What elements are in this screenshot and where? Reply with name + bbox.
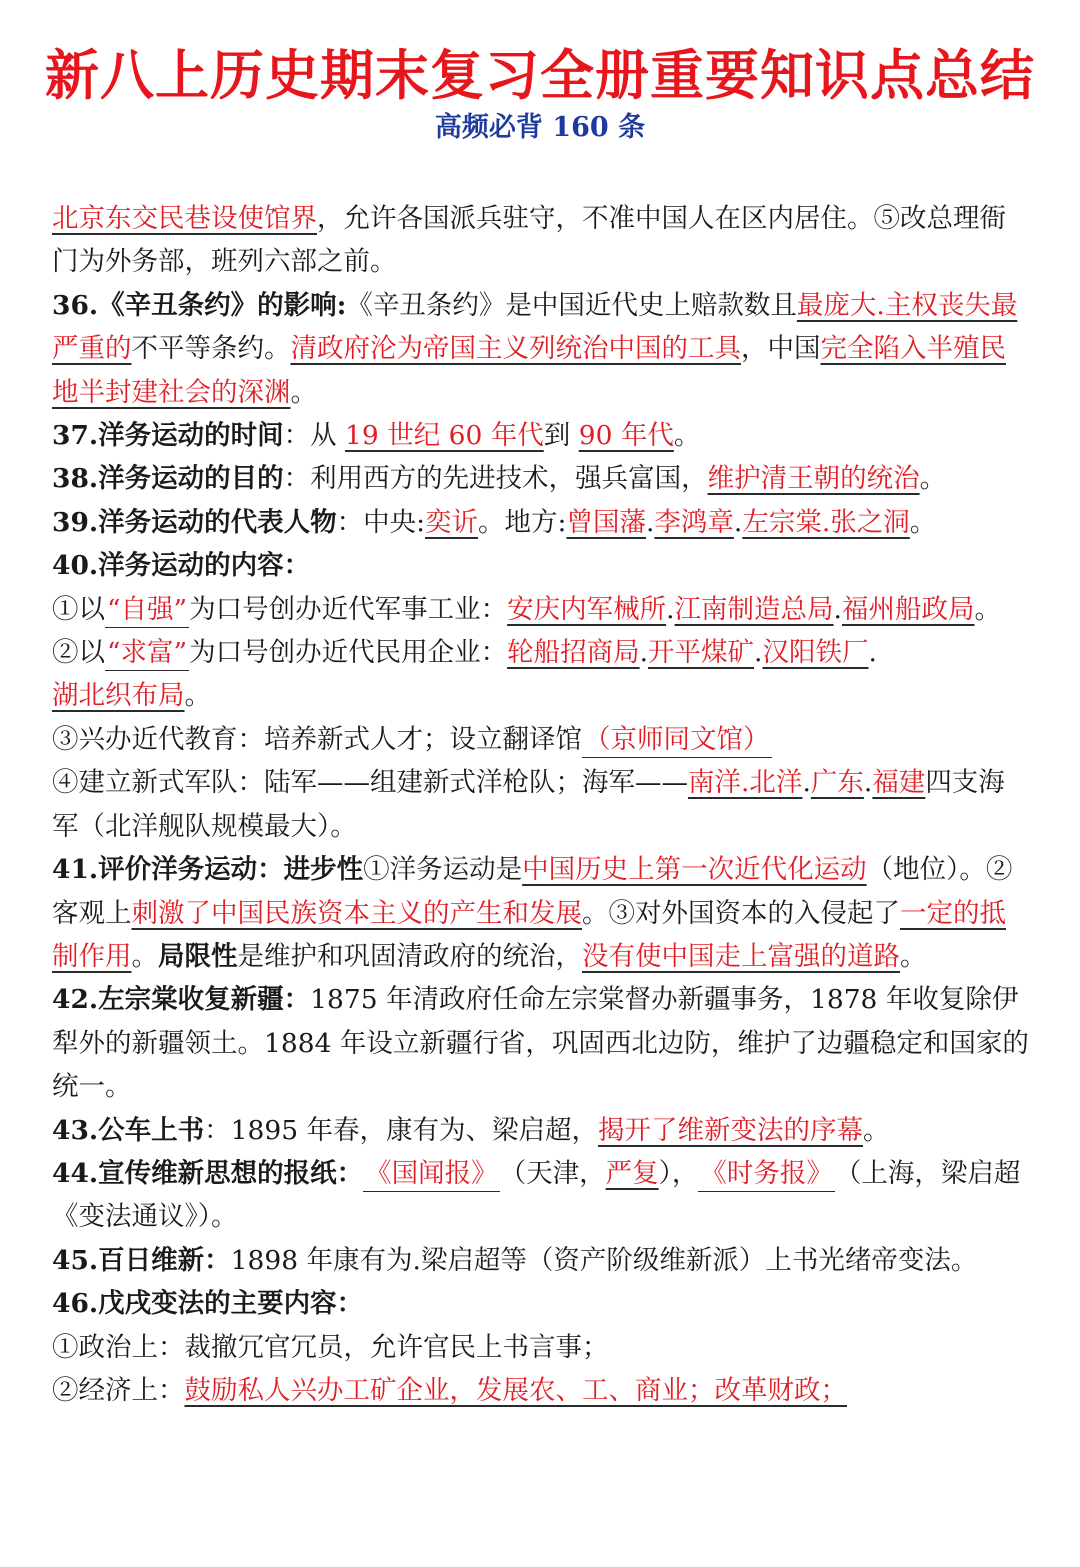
body-text: 。: [290, 376, 317, 408]
body-text: ①以: [52, 593, 105, 625]
paragraph-41: [52, 848, 1030, 978]
paragraph-38: [52, 457, 1030, 500]
body-text: （上海，梁启超《变法通议》）。: [52, 1157, 1021, 1233]
body-text: 。: [900, 940, 927, 972]
highlight-text: 奕䜣: [425, 506, 479, 538]
item-heading: 41.评价洋务运动：进步性: [52, 854, 364, 886]
paragraph-44: [52, 1152, 1030, 1239]
paragraph-40-point-4: [52, 761, 1030, 848]
body-text: ②经济上：: [52, 1374, 185, 1406]
body-text: 。: [909, 506, 937, 538]
separator-dot: .: [639, 637, 649, 669]
paragraph-40-point-1: [52, 588, 1030, 631]
body-text: ④建立新式军队：陆军——组建新式洋枪队；海军——: [52, 767, 688, 799]
body-text: 为口号创办近代民用企业：: [189, 637, 508, 669]
paragraph-45: [52, 1239, 1030, 1282]
highlight-text: 清政府沦为帝国主义列统治中国的工具: [290, 333, 741, 365]
fill-blank-answer: “求富”: [105, 636, 189, 671]
body-text: 。: [184, 680, 211, 712]
body-text: 为口号创办近代军事工业：: [189, 593, 508, 625]
body-text: 四支海军（北洋舰队规模最大）。: [52, 767, 1005, 842]
paragraph-46: [52, 1282, 1030, 1325]
body-text: 1875 年清政府任命左宗棠督办新疆事务，1878 年收复除伊犁外的新疆领土。1884 年设立新疆行省，巩固西北边防，维护了边疆稳定和国家的统一。: [52, 984, 1029, 1103]
highlight-text: 90 年代: [578, 420, 674, 452]
body-text: 。③对外国资本的入侵起了: [582, 897, 900, 929]
item-heading: 37.洋务运动的时间: [52, 420, 284, 452]
body-text: ：1895 年春，康有为、梁启超，: [204, 1114, 598, 1146]
body-text: 1898 年康有为.梁启超等（资产阶级维新派）上书光绪帝变法。: [230, 1244, 978, 1276]
item-heading: 45.百日维新：: [52, 1244, 231, 1276]
highlight-text: 中国历史上第一次近代化运动: [522, 854, 867, 886]
fill-blank-answer: 《国闻报》: [363, 1157, 500, 1192]
separator-dot: .: [666, 593, 675, 625]
body-text: （地位）。②客观上: [52, 854, 1013, 929]
highlight-text: 李鸿章: [654, 506, 734, 538]
separator-dot: .: [733, 506, 743, 538]
paragraph-37: [52, 414, 1030, 457]
highlight-text: 开平煤矿: [648, 637, 755, 669]
body-text: （天津，: [499, 1157, 606, 1189]
body-text: 。: [862, 1114, 890, 1146]
paragraph-40-point-2: [52, 631, 1030, 718]
paragraph-42: [52, 978, 1030, 1108]
item-heading: 38.洋务运动的目的: [52, 463, 284, 495]
highlight-text: 刺激了中国民族资本主义的产生和发展: [131, 897, 582, 929]
highlight-text: 没有使中国走上富强的道路: [582, 940, 900, 972]
highlight-text: 鼓励私人兴办工矿企业，发展农、工、商业；改革财政；: [184, 1374, 847, 1406]
highlight-text: 一定的抵制作用: [52, 897, 1006, 972]
paragraph-46-point-1: [52, 1326, 1030, 1369]
body-text: 。: [673, 420, 701, 452]
fill-blank-answer: 《时务报》: [698, 1157, 835, 1192]
highlight-text: 南洋.北洋: [688, 767, 803, 799]
body-text: 《辛丑条约》是中国近代史上赔款数且: [346, 289, 797, 321]
notes-body: [52, 197, 1030, 1412]
highlight-text: 维护清王朝的统治: [707, 463, 920, 495]
highlight-text: 19 世纪 60 年代: [345, 420, 544, 452]
page-subtitle: 高频必背 160 条: [434, 112, 646, 143]
highlight-text: 曾国藩: [566, 506, 646, 538]
paragraph-36: [52, 284, 1030, 414]
highlight-text: 广东: [810, 767, 864, 799]
body-text: 到: [543, 420, 579, 452]
separator-dot: .: [802, 767, 811, 799]
body-text: ：从: [283, 420, 346, 452]
separator-dot: .: [645, 506, 655, 538]
body-text: 。地方:: [478, 506, 567, 538]
body-text: ②以: [52, 637, 105, 669]
separator-dot: .: [754, 637, 763, 669]
item-heading: 40.洋务运动的内容：: [52, 550, 311, 582]
highlight-text: 汉阳铁厂: [762, 637, 869, 669]
highlight-text: 揭开了维新变法的序幕: [597, 1114, 863, 1146]
body-text: ，允许各国派兵驻守，不准中国人在区内居住。⑤改总理衙门为外务部，班列六部之前。: [52, 203, 1006, 278]
item-heading: 36.《辛丑条约》的影响:: [52, 289, 347, 321]
body-text: 不平等条约。: [131, 333, 291, 365]
paragraph-46-point-2: [52, 1369, 1030, 1412]
highlight-text: 湖北织布局: [52, 680, 185, 712]
highlight-text: 完全陷入半殖民地半封建社会的深渊: [52, 333, 1006, 408]
body-text: ③兴办近代教育：培养新式人才；设立翻译馆: [52, 723, 582, 755]
paragraph-35-continued: [52, 197, 1030, 284]
separator-dot: .: [863, 767, 873, 799]
body-text: ），: [658, 1157, 699, 1189]
item-heading: 44.宣传维新思想的报纸：: [52, 1157, 364, 1189]
page-title: 新八上历史期末复习全册重要知识点总结: [45, 43, 1035, 107]
highlight-text: 北京东交民巷设使馆界: [52, 203, 317, 234]
highlight-text: 左宗棠.张之洞: [742, 506, 910, 538]
body-text: ①政治上：裁撤冗官冗员，允许官民上书言事；: [52, 1331, 609, 1363]
highlight-text: 福州船政局: [841, 593, 975, 625]
body-text: ①洋务运动是: [363, 854, 523, 886]
highlight-text: 福建: [872, 767, 926, 799]
body-text: ，中国: [741, 333, 821, 365]
item-heading: 39.洋务运动的代表人物: [52, 506, 337, 538]
body-text: 。: [131, 940, 158, 972]
body-text: ：中央:: [336, 506, 426, 538]
highlight-text: 江南制造总局: [674, 593, 834, 625]
paragraph-40-point-3: [52, 718, 1030, 761]
highlight-text: 安庆内军械所: [507, 593, 667, 625]
highlight-text: 严复: [605, 1157, 659, 1189]
separator-dot: .: [833, 593, 842, 625]
body-text: 是维护和巩固清政府的统治，: [237, 940, 582, 972]
body-text: 。: [919, 463, 947, 495]
separator-dot: .: [868, 637, 877, 669]
body-text: ：利用西方的先进技术，强兵富国，: [283, 463, 708, 495]
item-heading: 43.公车上书: [52, 1114, 205, 1146]
item-heading: 42.左宗棠收复新疆：: [52, 984, 311, 1016]
paragraph-39: [52, 501, 1030, 544]
paragraph-40: [52, 544, 1030, 587]
page: [0, 40, 1080, 1406]
fill-blank-answer: “自强”: [105, 593, 189, 628]
highlight-text: 轮船招商局: [507, 637, 640, 669]
fill-blank-answer: （京师同文馆）: [582, 723, 772, 758]
body-text: 。: [974, 593, 1001, 625]
paragraph-43: [52, 1109, 1030, 1152]
highlight-text: 最庞大.主权丧失最严重的: [52, 289, 1018, 365]
item-heading: 46.戊戌变法的主要内容：: [52, 1288, 364, 1320]
item-subheading: 局限性: [158, 940, 238, 972]
